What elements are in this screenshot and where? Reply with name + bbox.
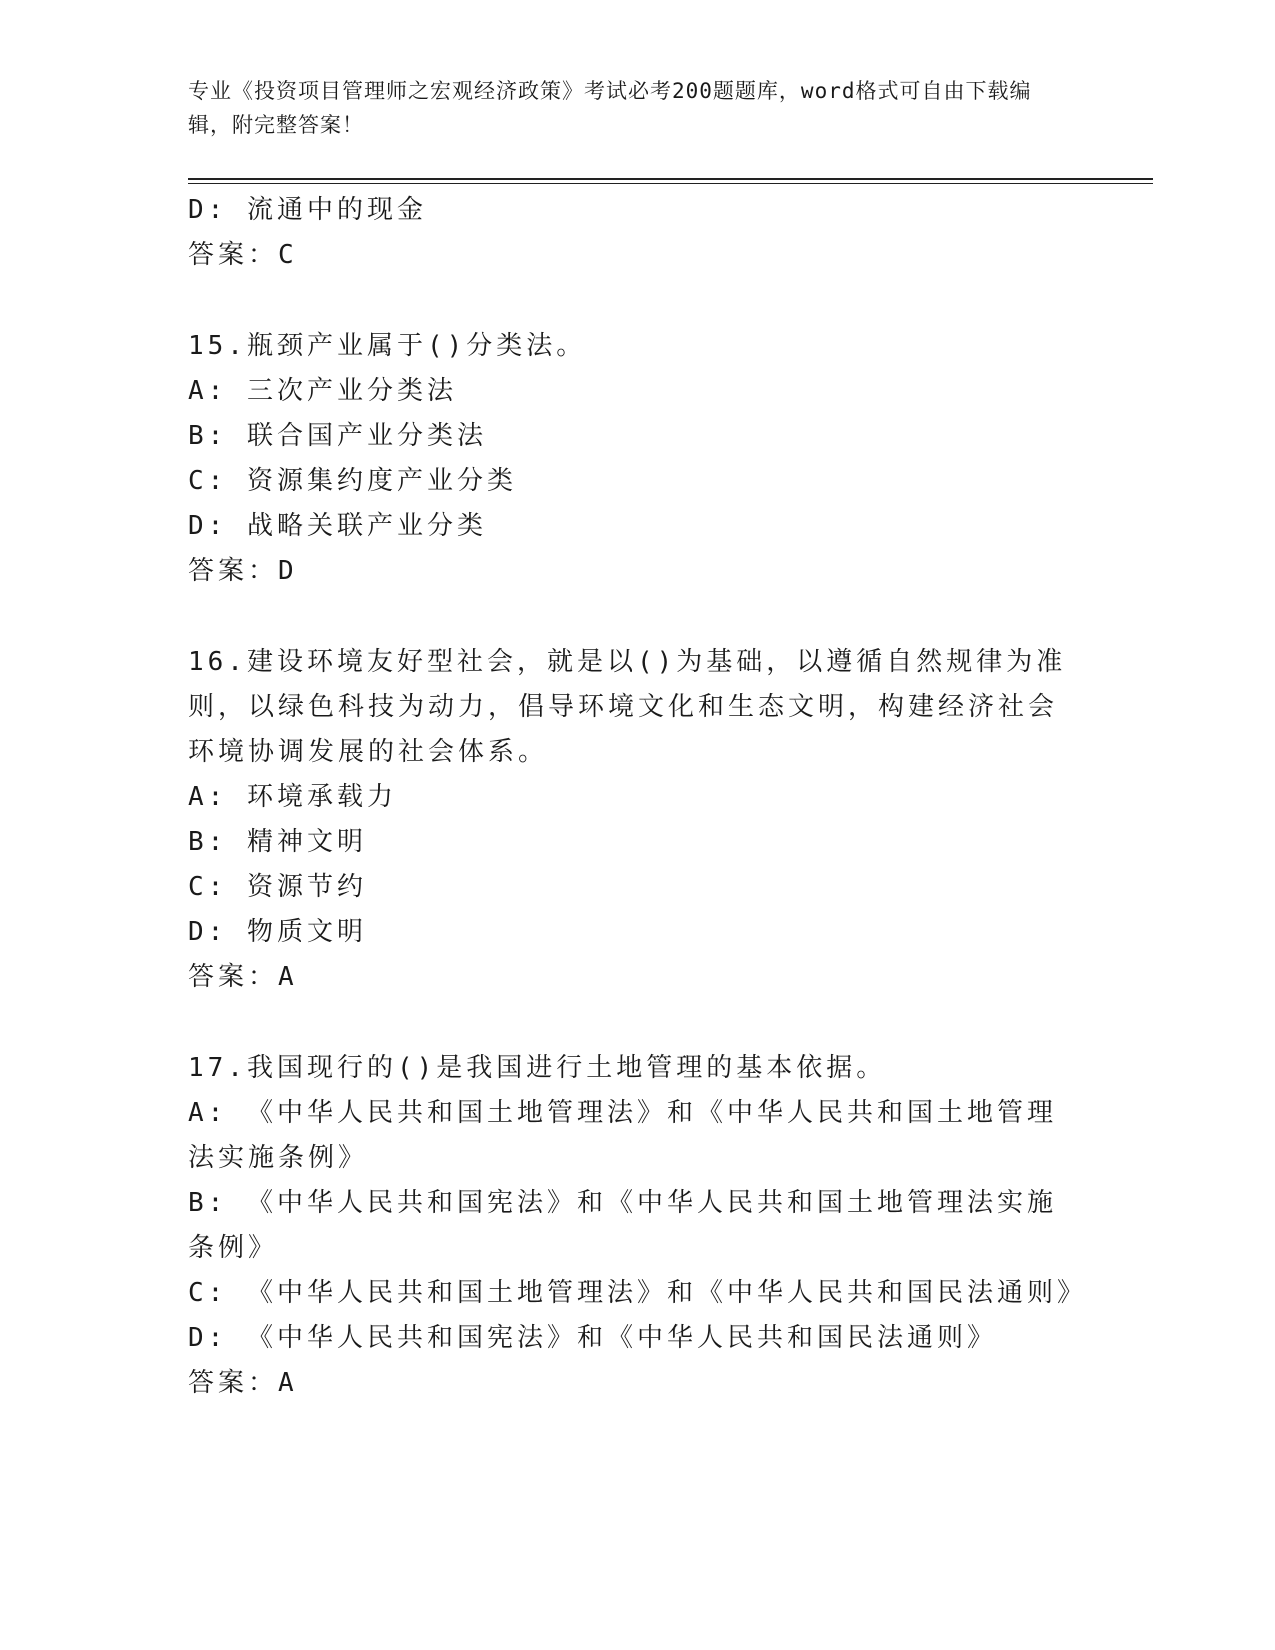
answer: 答案：D: [188, 556, 298, 586]
answer: 答案：A: [188, 962, 298, 992]
option-a: A: 《中华人民共和国土地管理法》和《中华人民共和国土地管理法实施条例》: [188, 1098, 1057, 1173]
option-b: B: 联合国产业分类法: [188, 421, 487, 451]
option-d: D: 流通中的现金: [188, 195, 427, 225]
option-a: A: 三次产业分类法: [188, 376, 457, 406]
option-d: D: 战略关联产业分类: [188, 511, 487, 541]
question-17: [188, 1046, 1087, 1406]
question-stem: 15.瓶颈产业属于()分类法。: [188, 331, 587, 361]
document-body: [188, 188, 1087, 1452]
question-stem: 16.建设环境友好型社会，就是以()为基础，以遵循自然规律为准则，以绿色科技为动力，倡导环境文化和生态文明，构建经济社会环境协调发展的社会体系。: [188, 647, 1067, 767]
header-divider-thick: [188, 178, 1153, 180]
question-14-continuation: [188, 188, 1078, 278]
question-16: [188, 640, 1078, 1000]
option-c: C: 《中华人民共和国土地管理法》和《中华人民共和国民法通则》: [188, 1278, 1087, 1308]
option-c: C: 资源节约: [188, 872, 367, 902]
option-b: B: 《中华人民共和国宪法》和《中华人民共和国土地管理法实施条例》: [188, 1188, 1057, 1263]
option-b: B: 精神文明: [188, 827, 367, 857]
header-divider-thin: [188, 183, 1153, 184]
answer: 答案：A: [188, 1368, 298, 1398]
question-15: [188, 324, 1078, 594]
question-stem: 17.我国现行的()是我国进行土地管理的基本依据。: [188, 1053, 887, 1083]
option-c: C: 资源集约度产业分类: [188, 466, 517, 496]
page-header: 专业《投资项目管理师之宏观经济政策》考试必考200题题库，word格式可自由下载编辑，附完整答案！: [188, 79, 1032, 137]
option-a: A: 环境承载力: [188, 782, 397, 812]
option-d: D: 物质文明: [188, 917, 367, 947]
option-d: D: 《中华人民共和国宪法》和《中华人民共和国民法通则》: [188, 1323, 997, 1353]
answer: 答案：C: [188, 240, 298, 270]
